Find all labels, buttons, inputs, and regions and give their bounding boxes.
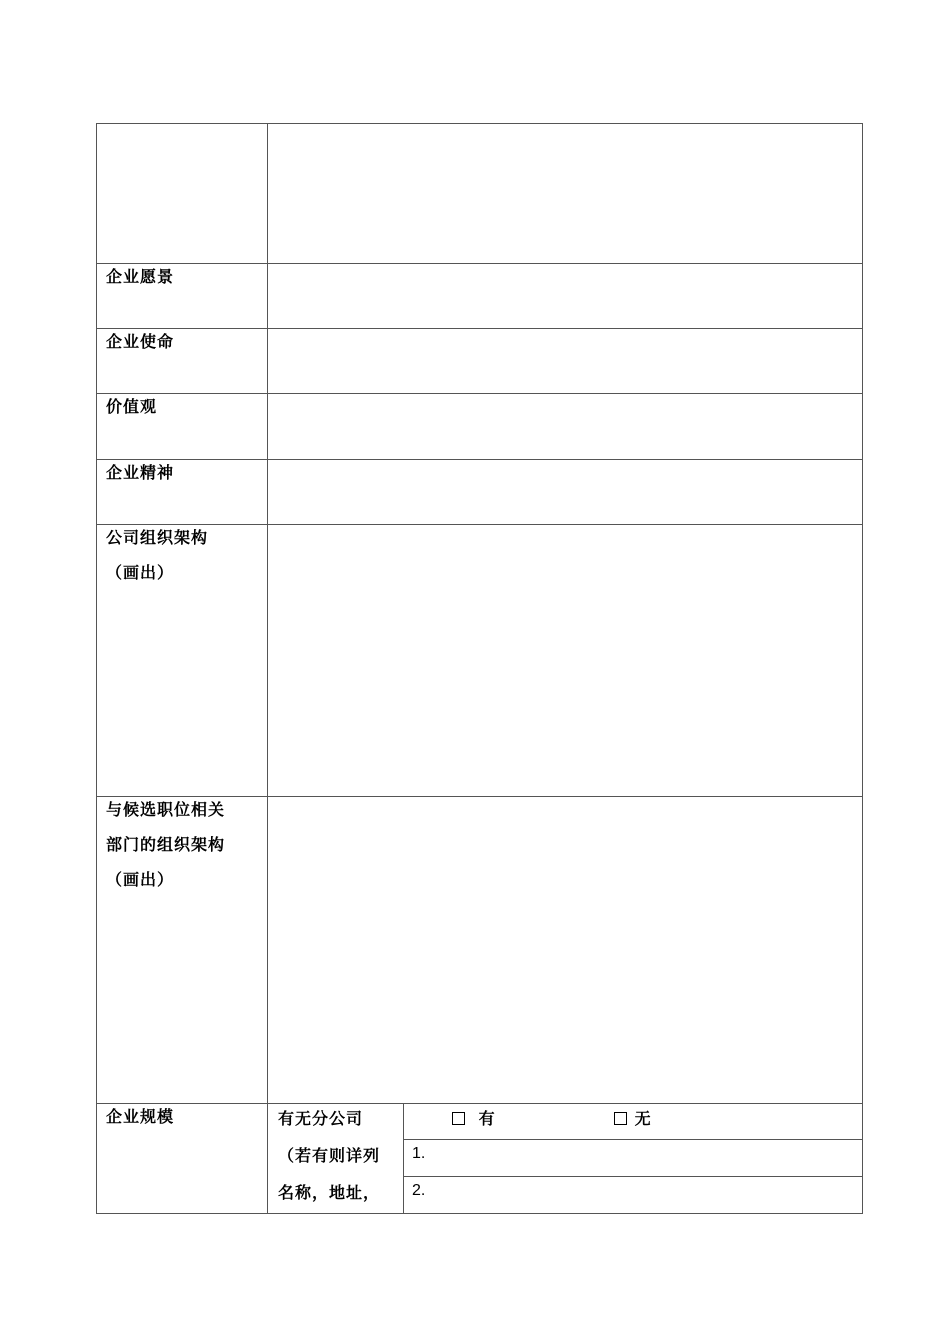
checkbox-no[interactable] [614,1112,627,1125]
label-vision: 企业愿景 [106,267,175,286]
option-yes[interactable] [452,1106,495,1129]
label-scale: 企业规模 [106,1107,175,1126]
label-org-chart-line: 公司组织架构 [106,528,209,547]
label-org-chart [106,520,208,590]
row-divider [403,1176,863,1177]
answer-vision[interactable] [268,264,862,327]
branch-entry-2[interactable]: 2. [412,1182,426,1199]
label-dept-chart [106,792,225,897]
label-org-chart-line: （画出） [106,563,175,582]
answer-dept-chart[interactable] [268,797,862,1102]
label-values: 价值观 [106,397,158,416]
label-mission: 企业使命 [106,332,175,351]
option-no[interactable] [614,1106,651,1129]
branch-question: 有无分公司 [278,1109,364,1128]
label-dept-chart-line: （画出） [106,870,175,889]
answer-mission[interactable] [268,329,862,392]
branch-detail-line: 名称，地址， [278,1183,381,1202]
answer-spirit[interactable] [268,460,862,523]
label-dept-chart-line: 部门的组织架构 [106,835,226,854]
answer-values[interactable] [268,394,862,458]
row-divider [403,1139,863,1140]
answer-area-top[interactable] [268,124,862,262]
branch-entry-1[interactable]: 1. [412,1145,426,1162]
branch-detail-line: （若有则详列 [278,1146,381,1165]
label-spirit: 企业精神 [106,463,175,482]
label-dept-chart-line: 与候选职位相关 [106,800,226,819]
answer-org-chart[interactable] [268,525,862,795]
row-divider [96,1103,863,1104]
checkbox-yes[interactable] [452,1112,465,1125]
column-divider [403,1103,404,1214]
option-yes-label: 有 [478,1109,495,1128]
option-no-label: 无 [634,1109,651,1128]
